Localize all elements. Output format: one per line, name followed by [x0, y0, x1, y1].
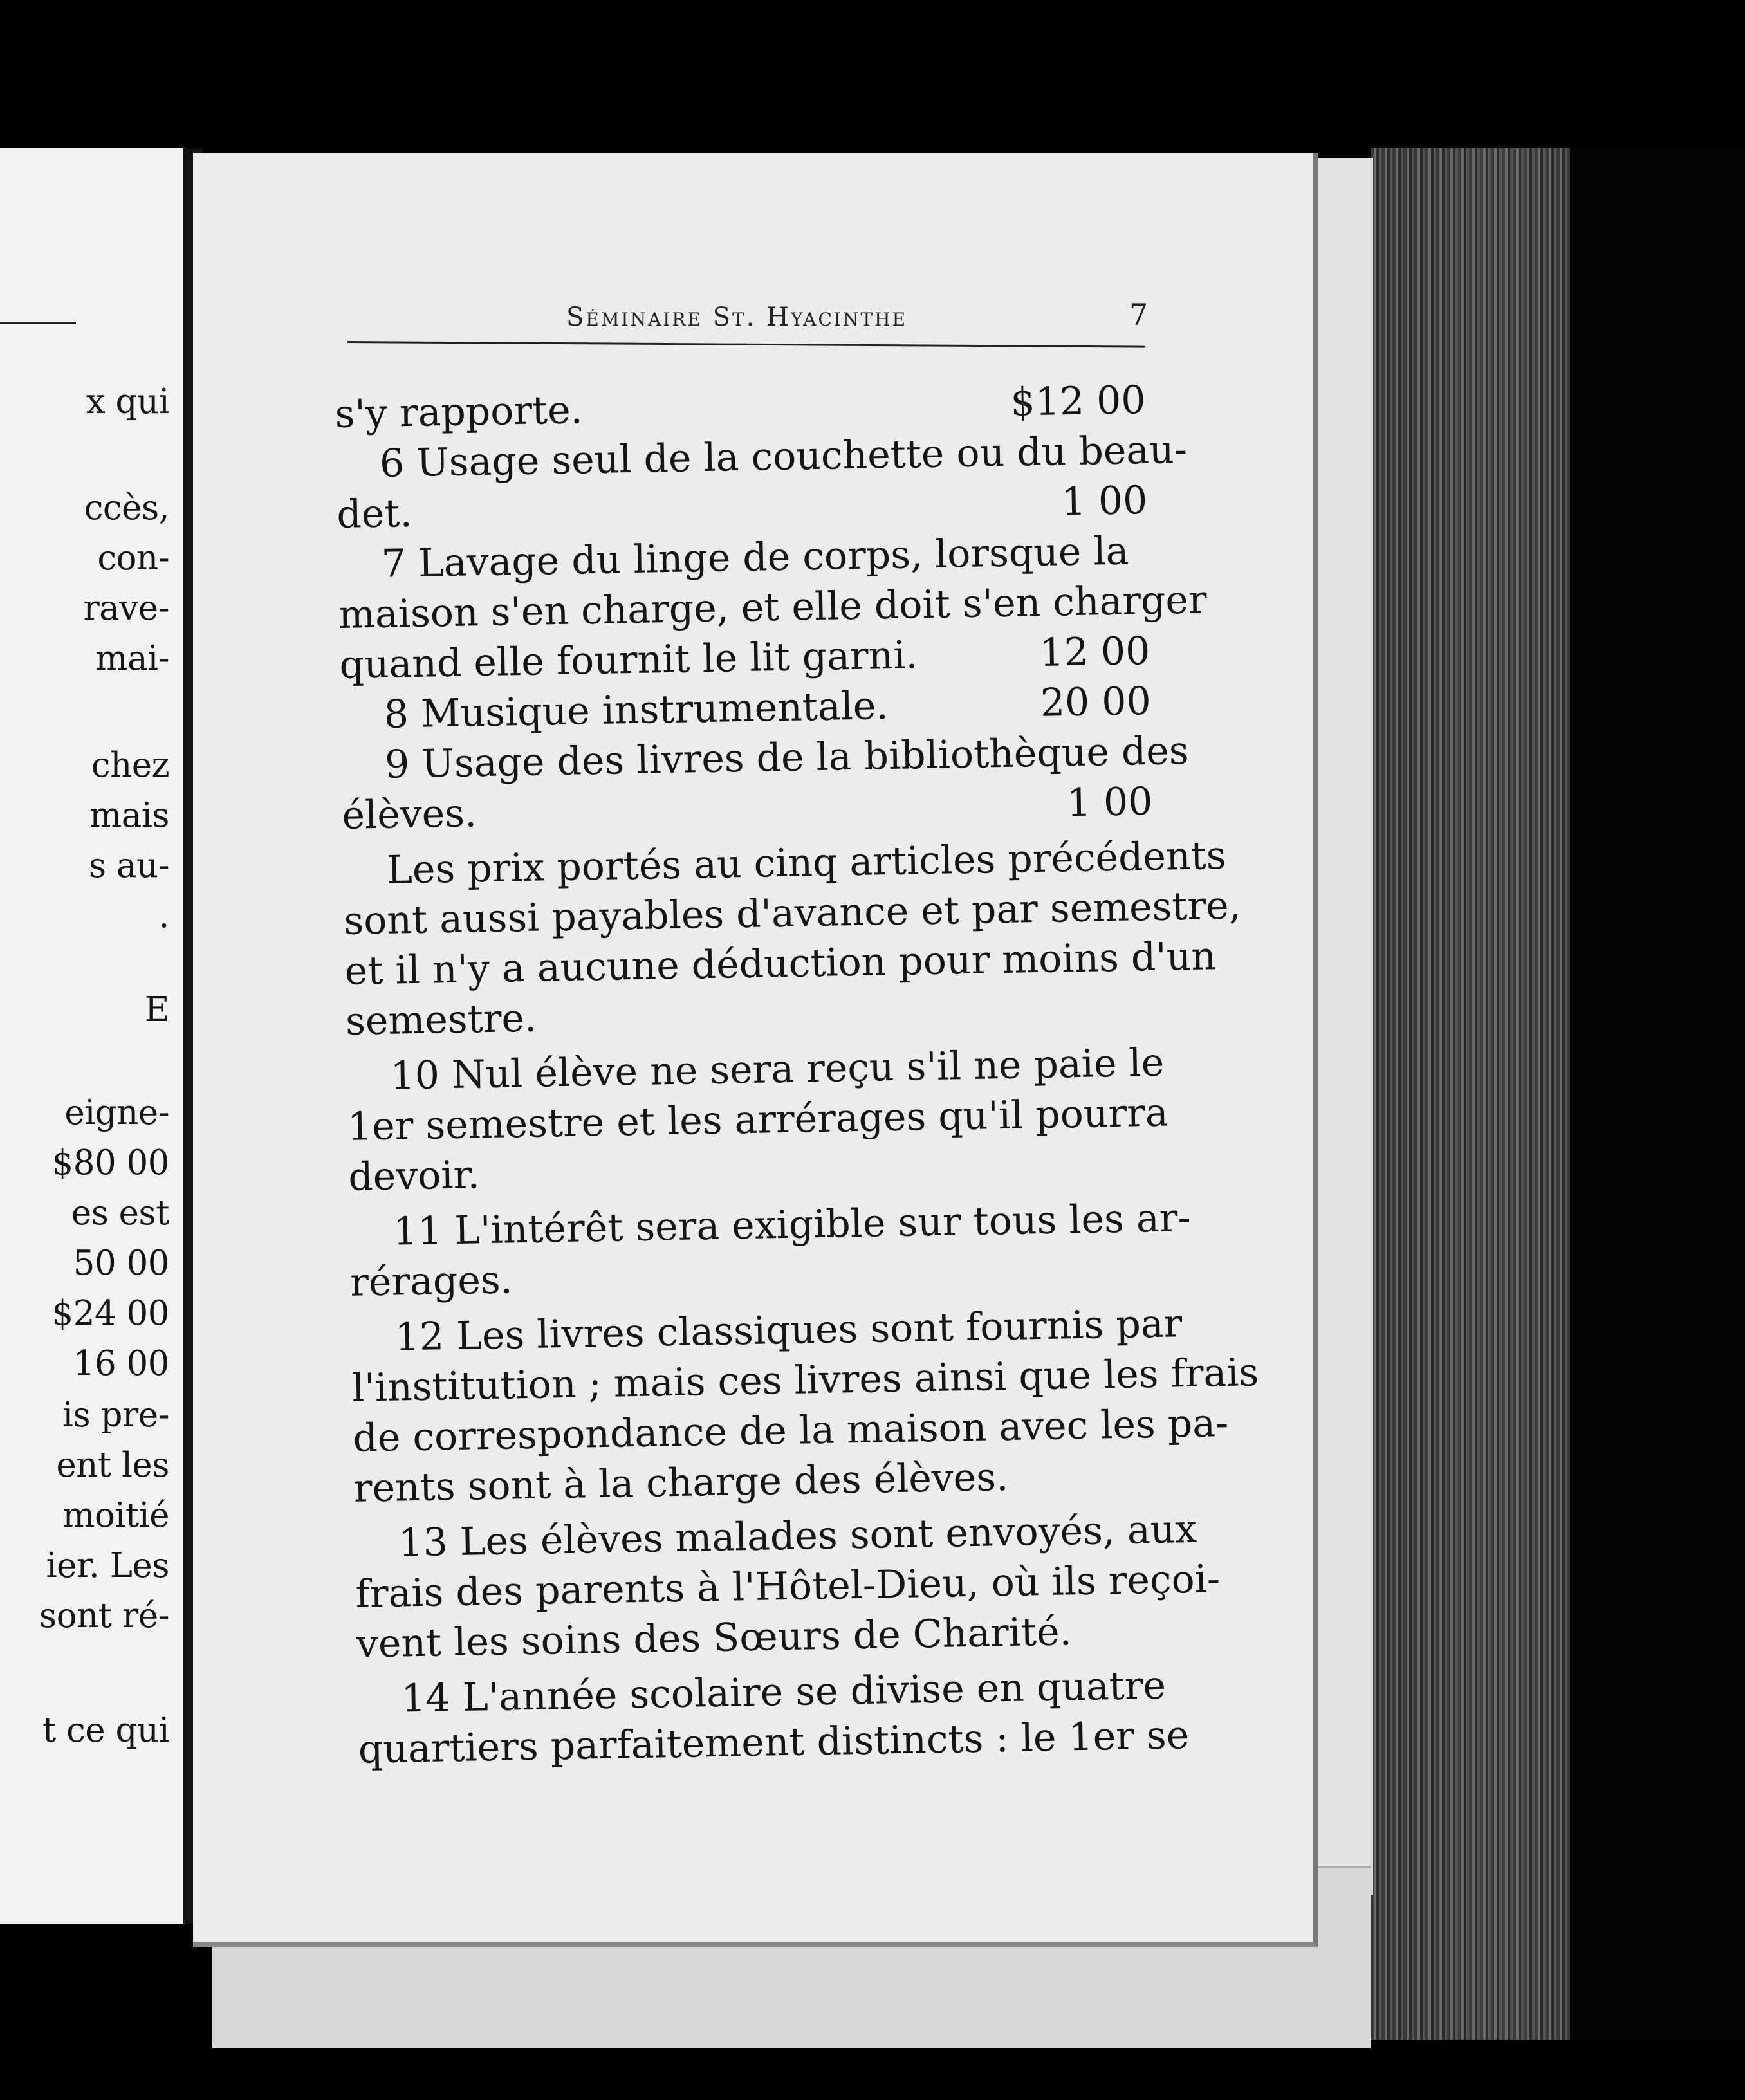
- line-text: vent les soins des Sœurs de Charité.: [356, 1609, 1073, 1667]
- left-page-line: 50 00: [73, 1244, 169, 1283]
- background-dark: [1570, 148, 1745, 2040]
- left-page-line: t ce qui: [42, 1711, 169, 1750]
- left-page-line: $24 00: [51, 1294, 169, 1333]
- line-text: s'y rapporte.: [335, 387, 584, 437]
- left-page-line: .: [158, 896, 169, 935]
- book-block-edge: [1371, 148, 1570, 2040]
- left-page-line: is pre-: [62, 1395, 169, 1435]
- line-text: 6 Usage seul de la couchette ou du beau-: [379, 427, 1188, 486]
- line-text: rents sont à la charge des élèves.: [353, 1454, 1009, 1511]
- left-page-line: es est: [71, 1193, 169, 1233]
- left-page-line: con-: [97, 539, 169, 578]
- line-text: quartiers parfaitement distincts : le 1er se: [358, 1713, 1190, 1773]
- body-text: [335, 375, 1259, 1775]
- line-text: 14 L'année scolaire se divise en quatre: [400, 1663, 1167, 1722]
- left-page-line: chez: [91, 746, 169, 785]
- left-page-line: $80 00: [51, 1143, 169, 1183]
- line-text: quand elle fournit le lit garni.: [338, 632, 919, 688]
- left-facing-page: [0, 148, 187, 1924]
- left-page-line: rave-: [83, 589, 169, 628]
- line-text: 7 Lavage du linge de corps, lorsque la: [381, 528, 1129, 587]
- line-text: 12 Les livres classiques sont fournis par: [394, 1301, 1183, 1360]
- line-text: det.: [336, 490, 413, 537]
- line-text: de correspondance de la maison avec les pa-: [352, 1401, 1229, 1461]
- left-page-line: ccès,: [84, 488, 169, 528]
- line-text: devoir.: [347, 1152, 481, 1200]
- left-page-line: E: [144, 990, 169, 1029]
- left-page-line: ier. Les: [46, 1546, 169, 1585]
- running-header-title: Séminaire St. Hyacinthe: [566, 302, 908, 332]
- line-text: frais des parents à l'Hôtel-Dieu, où ils reçoi-: [355, 1556, 1221, 1617]
- line-text: et il n'y a aucune déduction pour moins d'un: [344, 934, 1217, 994]
- line-text: rérages.: [349, 1257, 513, 1305]
- page-number: 7: [1129, 297, 1149, 332]
- line-text: l'institution ; mais ces livres ainsi que les frais: [351, 1350, 1259, 1411]
- line-text: 9 Usage des livres de la bibliothèque des: [384, 728, 1190, 788]
- fee-amount: 12 00: [1039, 628, 1150, 676]
- line-text: Les prix portés au cinq articles précédents: [386, 833, 1227, 893]
- left-page-line: s au-: [88, 846, 169, 885]
- left-header-rule: [0, 322, 76, 324]
- line-text: 10 Nul élève ne sera reçu s'il ne paie le: [390, 1040, 1165, 1099]
- line-text: 13 Les élèves malades sont envoyés, aux: [398, 1506, 1197, 1566]
- left-page-line: ent les: [56, 1446, 169, 1485]
- left-page-line: mai-: [95, 639, 169, 678]
- fee-amount: $12 00: [1010, 378, 1147, 425]
- line-text: 1er semestre et les arrérages qu'il pourra: [347, 1090, 1169, 1150]
- left-page-line: sont ré-: [39, 1596, 169, 1635]
- line-text: 8 Musique instrumentale.: [383, 683, 889, 737]
- left-page-line: moitié: [62, 1496, 169, 1535]
- line-text: 11 L'intérêt sera exigible sur tous les ar-: [392, 1195, 1192, 1255]
- line-text: élèves.: [341, 791, 477, 838]
- left-page-line: 16 00: [73, 1344, 169, 1383]
- fee-amount: 1 00: [1061, 477, 1148, 525]
- fee-amount: 1 00: [1066, 778, 1153, 826]
- fee-amount: 20 00: [1040, 678, 1152, 726]
- left-page-line: mais: [89, 796, 169, 835]
- left-page-line: x qui: [86, 382, 169, 421]
- line-text: sont aussi payables d'avance et par semestre,: [343, 883, 1242, 944]
- left-page-line: eigne-: [64, 1093, 169, 1132]
- line-text: semestre.: [345, 995, 537, 1044]
- line-text: maison s'en charge, et elle doit s'en charger: [338, 577, 1208, 638]
